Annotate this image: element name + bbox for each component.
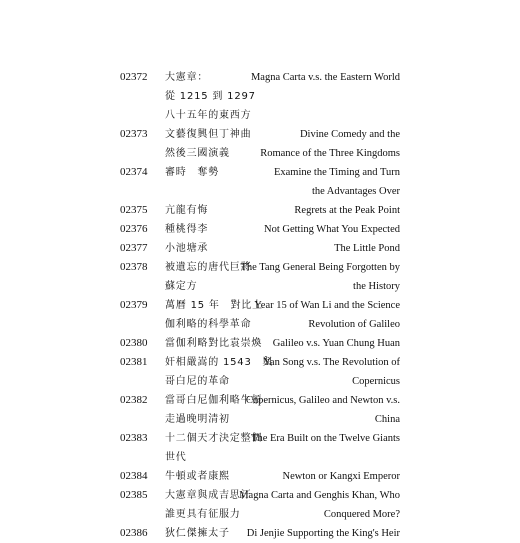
catalog-entry — [0, 220, 520, 239]
entry-line — [0, 163, 520, 182]
entry-code: 02380 — [120, 337, 148, 349]
entry-line — [0, 524, 520, 543]
catalog-entry — [0, 467, 520, 486]
entry-line — [0, 467, 520, 486]
entry-english-title: Newton or Kangxi Emperor — [282, 471, 400, 482]
entry-code: 02373 — [120, 128, 148, 140]
catalog-entry — [0, 296, 520, 334]
entry-code: 02376 — [120, 223, 148, 235]
entry-english-title: the History — [353, 281, 400, 292]
entry-line — [0, 144, 520, 163]
catalog-entry — [0, 429, 520, 467]
catalog-entry — [0, 125, 520, 163]
entry-english-title: Di Jenjie Supporting the King's Heir — [246, 528, 400, 539]
entry-line — [0, 296, 520, 315]
catalog-list — [0, 68, 520, 543]
entry-chinese-title: 狄仁傑擁太子 — [165, 528, 230, 539]
entry-code: 02378 — [120, 261, 148, 273]
catalog-entry — [0, 524, 520, 543]
entry-chinese-title: 大憲章與成吉思汗 — [165, 490, 252, 501]
entry-english-title: China — [374, 414, 400, 425]
entry-line — [0, 486, 520, 505]
entry-english-title: The Era Built on the Twelve Giants — [251, 433, 400, 444]
entry-chinese-title: 八十五年的東西方 — [165, 110, 252, 121]
entry-code: 02382 — [120, 394, 148, 406]
entry-chinese-title: 從 1215 到 1297 — [165, 91, 256, 102]
entry-english-title: Copernicus — [352, 376, 400, 387]
entry-line — [0, 277, 520, 296]
entry-english-title: Not Getting What You Expected — [264, 224, 400, 235]
entry-english-title: The Tang General Being Forgotten by — [240, 262, 400, 273]
entry-line — [0, 334, 520, 353]
catalog-entry — [0, 391, 520, 429]
entry-line — [0, 505, 520, 524]
entry-english-title: the Advantages Over — [311, 186, 400, 197]
entry-line — [0, 125, 520, 144]
entry-code: 02372 — [120, 71, 148, 83]
entry-english-title: Divine Comedy and the — [299, 129, 400, 140]
entry-english-title: Examine the Timing and Turn — [273, 167, 400, 178]
entry-line — [0, 315, 520, 334]
entry-chinese-title: 蘇定方 — [165, 281, 198, 292]
entry-line — [0, 372, 520, 391]
catalog-entry — [0, 239, 520, 258]
entry-line — [0, 410, 520, 429]
entry-english-title: Magna Carta and Genghis Khan, Who — [239, 490, 400, 501]
entry-code: 02375 — [120, 204, 148, 216]
entry-line — [0, 87, 520, 106]
entry-chinese-title: 種桃得李 — [165, 224, 209, 235]
entry-chinese-title: 牛頓或者康熙 — [165, 471, 230, 482]
entry-english-title: Conquered More? — [323, 509, 400, 520]
entry-chinese-title: 被遺忘的唐代巨將 — [165, 262, 252, 273]
catalog-entry — [0, 353, 520, 391]
entry-code: 02385 — [120, 489, 148, 501]
entry-chinese-title: 大憲章： — [165, 72, 209, 83]
entry-line — [0, 68, 520, 87]
entry-english-title: Romance of the Three Kingdoms — [260, 148, 400, 159]
entry-code: 02377 — [120, 242, 148, 254]
entry-english-title: The Little Pond — [334, 243, 400, 254]
entry-line — [0, 448, 520, 467]
catalog-entry — [0, 68, 520, 125]
entry-line — [0, 239, 520, 258]
entry-line — [0, 429, 520, 448]
entry-line — [0, 201, 520, 220]
entry-code: 02381 — [120, 356, 148, 368]
entry-chinese-title: 奸相嚴嵩的 1543 與 — [165, 357, 274, 368]
catalog-entry — [0, 258, 520, 296]
entry-chinese-title: 走過晚明清初 — [165, 414, 230, 425]
entry-chinese-title: 當哥白尼伽利略牛頓 — [165, 395, 263, 406]
entry-english-title: Year 15 of Wan Li and the Science — [254, 300, 400, 311]
catalog-entry — [0, 163, 520, 201]
entry-english-title: Magna Carta v.s. the Eastern World — [250, 72, 400, 83]
entry-line — [0, 258, 520, 277]
entry-chinese-title: 小池塘承 — [165, 243, 209, 254]
catalog-entry — [0, 486, 520, 524]
entry-line — [0, 182, 520, 201]
entry-english-title: Revolution of Galileo — [308, 319, 400, 330]
entry-code: 02386 — [120, 527, 148, 539]
entry-chinese-title: 誰更具有征服力 — [165, 509, 241, 520]
entry-english-title: Yan Song v.s. The Revolution of — [263, 357, 400, 368]
entry-english-title: Regrets at the Peak Point — [294, 205, 400, 216]
entry-chinese-title: 哥白尼的革命 — [165, 376, 230, 387]
entry-english-title: Copernicus, Galileo and Newton v.s. — [245, 395, 400, 406]
entry-chinese-title: 然後三國演義 — [165, 148, 230, 159]
catalog-entry — [0, 201, 520, 220]
entry-code: 02384 — [120, 470, 148, 482]
entry-line — [0, 220, 520, 239]
entry-chinese-title: 文藝復興但丁神曲 — [165, 129, 252, 140]
entry-line — [0, 106, 520, 125]
entry-code: 02379 — [120, 299, 148, 311]
entry-chinese-title: 萬曆 15 年 對比上 — [165, 300, 263, 311]
catalog-entry — [0, 334, 520, 353]
entry-code: 02383 — [120, 432, 148, 444]
entry-chinese-title: 審時 奪勢 — [165, 167, 219, 178]
entry-line — [0, 353, 520, 372]
entry-chinese-title: 十二個天才決定整個 — [165, 433, 263, 444]
entry-code: 02374 — [120, 166, 148, 178]
entry-line — [0, 391, 520, 410]
entry-chinese-title: 亢龍有悔 — [165, 205, 209, 216]
entry-chinese-title: 世代 — [165, 452, 187, 463]
entry-english-title: Galileo v.s. Yuan Chung Huan — [272, 338, 400, 349]
entry-chinese-title: 當伽利略對比袁崇煥 — [165, 338, 263, 349]
entry-chinese-title: 伽利略的科學革命 — [165, 319, 252, 330]
